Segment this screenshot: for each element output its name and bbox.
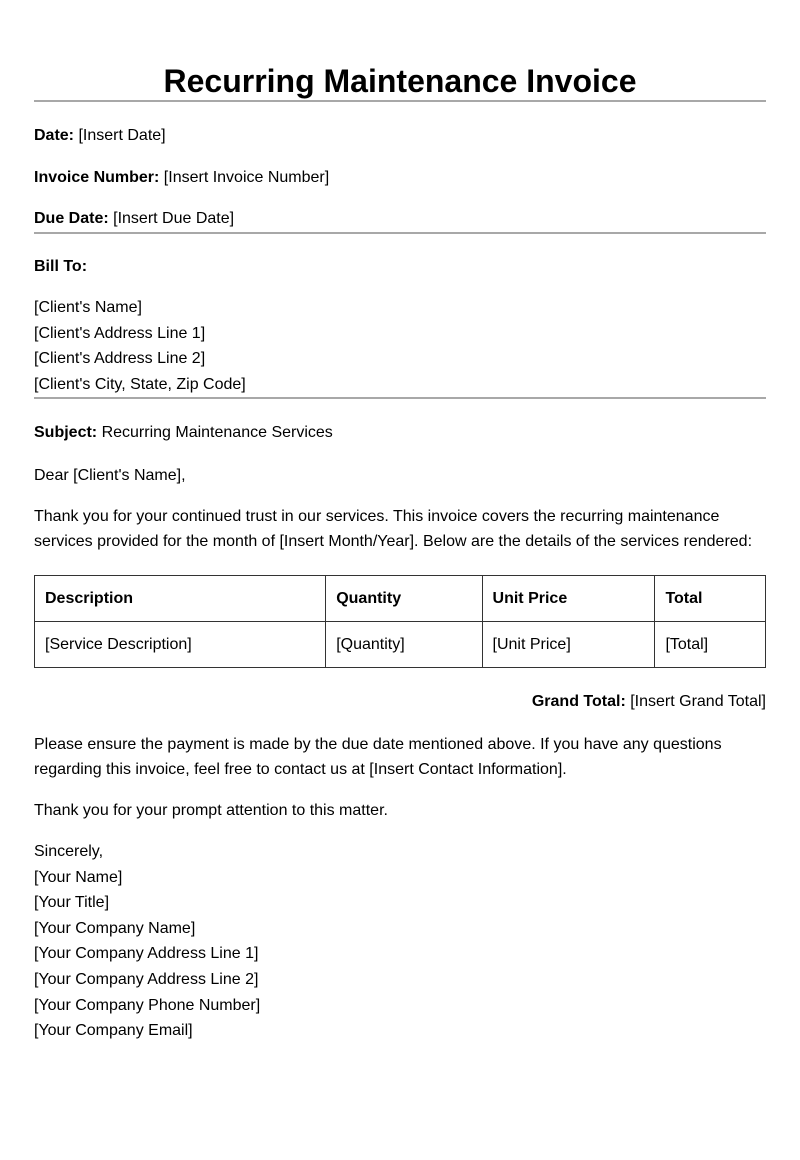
- header-description: Description: [35, 576, 326, 622]
- due-date-value: [Insert Due Date]: [108, 210, 235, 227]
- services-table: [34, 575, 766, 668]
- due-date-label: Due Date:: [34, 210, 109, 227]
- invoice-meta: [34, 102, 766, 232]
- cell-description: [Service Description]: [35, 622, 326, 668]
- payment-note: Please ensure the payment is made by the due date mentioned above. If you have any questions regarding this invoice, feel free to contact us at [Insert Contact Information].: [34, 735, 722, 778]
- signature-block: [34, 839, 766, 1044]
- date-line: [34, 123, 766, 149]
- invoice-number-line: [34, 165, 766, 191]
- header-total: Total: [655, 576, 766, 622]
- date-value: [Insert Date]: [74, 127, 166, 144]
- company-phone: [Your Company Phone Number]: [34, 996, 261, 1014]
- sender-name: [Your Name]: [34, 868, 123, 886]
- bill-to-label-text: Bill To:: [34, 257, 88, 275]
- bill-to-section: [34, 234, 766, 398]
- invoice-number-value: [Insert Invoice Number]: [159, 168, 330, 186]
- intro-paragraph: Thank you for your continued trust in our services. This invoice covers the recurring maintenance services provided for the month of [Insert Month/Year]. Below are the details of the services rendered:: [34, 508, 753, 550]
- grand-total-label: Grand Total:: [531, 693, 626, 710]
- signoff-sincerely: Sincerely,: [34, 843, 104, 860]
- header-unit-price: Unit Price: [482, 576, 655, 622]
- grand-total: [34, 689, 766, 715]
- table-row: [35, 622, 766, 668]
- client-address-line-2: [Client's Address Line 2]: [34, 350, 206, 367]
- page-title: Recurring Maintenance Invoice: [163, 63, 637, 99]
- cell-unit-price: [Unit Price]: [482, 622, 655, 668]
- cell-quantity: [Quantity]: [326, 622, 482, 668]
- thanks-line: Thank you for your prompt attention to this matter.: [34, 801, 388, 819]
- greeting: Dear [Client's Name],: [34, 466, 186, 484]
- client-address: [34, 295, 766, 397]
- client-city-state-zip: [Client's City, State, Zip Code]: [34, 375, 246, 393]
- due-date-line: [34, 206, 766, 232]
- subject-value: Recurring Maintenance Services: [97, 424, 333, 441]
- client-address-line-1: [Client's Address Line 1]: [34, 324, 206, 342]
- table-header-row: [35, 576, 766, 622]
- company-address-line-2: [Your Company Address Line 2]: [34, 970, 259, 988]
- date-label: Date:: [34, 127, 75, 144]
- cell-total: [Total]: [655, 622, 766, 668]
- invoice-number-label: Invoice Number:: [34, 168, 160, 186]
- subject-label: Subject:: [34, 424, 98, 441]
- bill-to-label: [34, 254, 766, 280]
- sender-title: [Your Title]: [34, 894, 110, 912]
- letter-body: [34, 399, 766, 554]
- company-email: [Your Company Email]: [34, 1022, 193, 1040]
- client-name: [Client's Name]: [34, 299, 142, 316]
- company-address-line-1: [Your Company Address Line 1]: [34, 945, 259, 963]
- subject-line: [34, 420, 766, 446]
- grand-total-value: [Insert Grand Total]: [625, 693, 766, 710]
- company-name: [Your Company Name]: [34, 919, 196, 937]
- header-quantity: Quantity: [326, 576, 482, 622]
